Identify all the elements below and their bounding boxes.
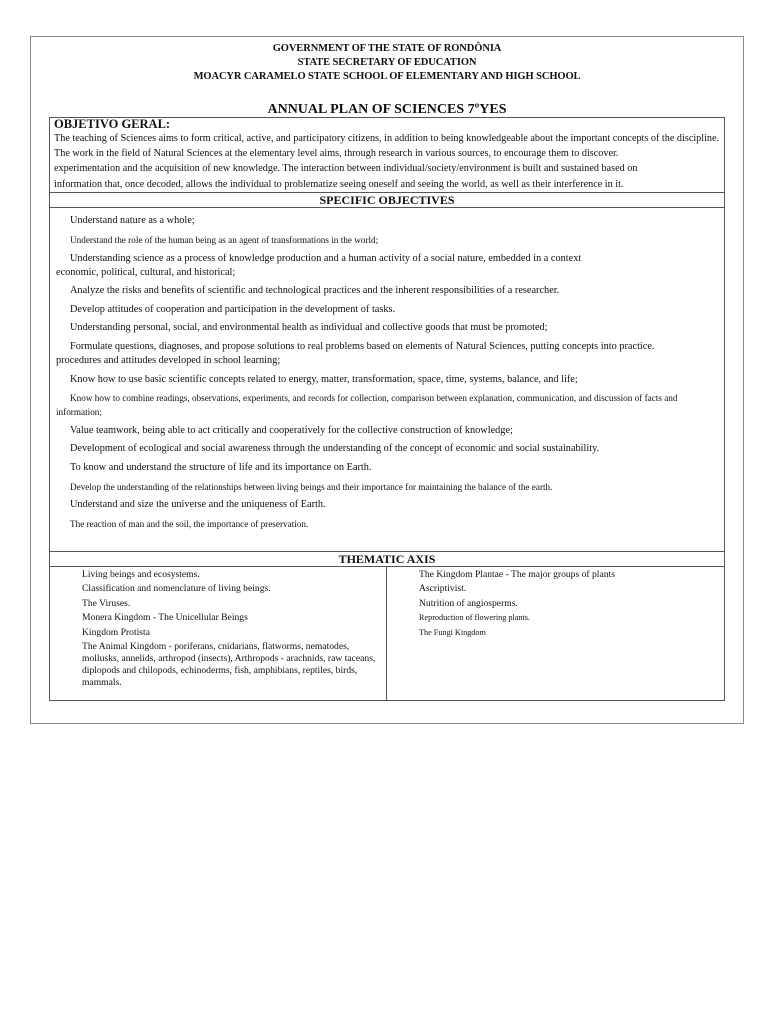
specific-objective-item	[54, 480, 720, 494]
thematic-item	[54, 583, 382, 595]
thematic-item	[391, 598, 720, 610]
specific-objective-text: Understanding science as a process of knowledge production and a human activity of a social nature, embedded in a context	[70, 252, 582, 264]
thematic-item-text: Nutrition of angiosperms.	[419, 597, 518, 609]
thematic-left-list	[54, 569, 382, 690]
document-header	[31, 42, 743, 84]
specific-objective-item	[54, 498, 720, 512]
thematic-item-text: Classification and nomenclature of living beings.	[82, 583, 271, 595]
specific-objective-text: Understanding personal, social, and environmental health as individual and collective goods that must be promoted;	[70, 322, 548, 334]
specific-objective-text: Know how to combine readings, observations, experiments, and records for collection, comparison between explanation, communication, and discussion of facts and	[70, 393, 678, 404]
general-objective-line: The teaching of Sciences aims to form critical, active, and participatory citizens, in addition to being knowledgeable about the important concepts of the discipline.	[54, 133, 720, 144]
thematic-item	[54, 641, 382, 689]
specific-objective-item	[54, 424, 720, 438]
specific-objective-text: Understand the role of the human being as an agent of transformations in the world;	[70, 235, 379, 245]
thematic-item-text: Kingdom Protista	[82, 626, 150, 638]
thematic-item-text: The Animal Kingdom - poriferans, cnidarians, flatworms, nematodes, mollusks, annelids, arthropod (insects), Arthropods - arachnids, raw taceans, diplopods and chilopods, echinoderms, fish, amphibians, reptiles, birds, mammals.	[82, 641, 376, 689]
specific-objective-item	[54, 442, 720, 456]
specific-objective-item	[54, 321, 720, 335]
specific-objective-item	[54, 373, 720, 387]
thematic-item-text: The Kingdom Plantae - The major groups of plants	[419, 568, 615, 580]
specific-objective-item	[54, 233, 720, 247]
specific-objectives-cell	[50, 207, 725, 551]
header-school: MOACYR CARAMELO STATE SCHOOL OF ELEMENTARY AND HIGH SCHOOL	[193, 71, 581, 82]
thematic-item	[391, 612, 720, 624]
thematic-item	[54, 627, 382, 639]
thematic-item	[54, 598, 382, 610]
specific-objectives-heading: SPECIFIC OBJECTIVES	[50, 192, 725, 207]
specific-objective-continuation: information;	[56, 407, 102, 418]
general-objective-line: experimentation and the acquisition of new knowledge. The interaction between individual/society/environment is built and sustained based on	[54, 163, 638, 175]
thematic-item-text: The Fungi Kingdom	[419, 627, 486, 637]
thematic-item-text: Reproduction of flowering plants.	[419, 613, 530, 623]
list-spacer	[54, 531, 720, 543]
specific-objective-continuation: economic, political, cultural, and historical;	[56, 266, 236, 278]
general-objective-cell	[50, 118, 725, 193]
specific-objective-continuation: procedures and attitudes developed in school learning;	[56, 354, 281, 366]
general-objective-text	[54, 131, 720, 192]
specific-objective-item	[54, 303, 720, 317]
general-objective-label: OBJETIVO GERAL:	[54, 117, 171, 131]
thematic-right-list	[391, 569, 720, 639]
plan-title: ANNUAL PLAN OF SCIENCES 7ºYES	[267, 102, 507, 117]
header-secretary: STATE SECRETARY OF EDUCATION	[297, 57, 477, 68]
specific-objective-item	[54, 340, 720, 368]
thematic-left-column	[50, 566, 387, 700]
specific-objective-text: Formulate questions, diagnoses, and propose solutions to real problems based on elements of Natural Sciences, putting concepts into practice.	[70, 340, 655, 352]
general-objective-line: information that, once decoded, allows the individual to problematize seeing oneself and seeing the world, as well as their interference in it.	[54, 178, 624, 190]
specific-objective-text: Analyze the risks and benefits of scientific and technological practices and the inherent responsibilities of a researcher.	[70, 285, 560, 297]
thematic-item	[54, 612, 382, 624]
thematic-item-text: Ascriptivist.	[419, 583, 467, 595]
specific-objective-text: The reaction of man and the soil, the importance of preservation.	[70, 518, 309, 529]
thematic-item	[54, 569, 382, 581]
thematic-item-text: Living beings and ecosystems.	[82, 568, 200, 580]
specific-objective-text: Development of ecological and social awareness through the understanding of the concept of economic and social sustainability.	[70, 443, 600, 455]
specific-objective-text: Develop attitudes of cooperation and participation in the development of tasks.	[70, 303, 396, 315]
thematic-item-text: Monera Kingdom - The Unicellular Beings	[82, 612, 248, 624]
specific-objective-item	[54, 461, 720, 475]
thematic-item	[391, 569, 720, 581]
specific-objective-item	[54, 391, 720, 419]
thematic-item-text: The Viruses.	[82, 597, 131, 609]
specific-objective-text: Understand and size the universe and the uniqueness of Earth.	[70, 499, 326, 511]
specific-objective-text: Develop the understanding of the relationships between living beings and their importance for maintaining the balance of the earth.	[70, 481, 553, 492]
specific-objective-item	[54, 214, 720, 228]
thematic-item	[391, 583, 720, 595]
specific-objective-text: To know and understand the structure of life and its importance on Earth.	[70, 461, 372, 473]
document-page	[30, 36, 744, 724]
thematic-item	[391, 627, 720, 639]
specific-objective-item	[54, 517, 720, 531]
specific-objective-item	[54, 252, 720, 280]
specific-objective-text: Know how to use basic scientific concepts related to energy, matter, transformation, space, time, systems, balance, and life;	[70, 373, 578, 385]
header-government: GOVERNMENT OF THE STATE OF RONDÔNIA	[272, 43, 502, 54]
plan-table	[49, 117, 725, 701]
thematic-axis-heading: THEMATIC AXIS	[50, 551, 725, 566]
specific-objective-text: Understand nature as a whole;	[70, 215, 195, 227]
thematic-right-column	[387, 566, 725, 700]
specific-objectives-list	[54, 214, 720, 542]
general-objective-line: The work in the field of Natural Sciences at the elementary level aims, through research in various sources, to encourage them to discover.	[54, 148, 619, 160]
specific-objective-text: Value teamwork, being able to act critically and cooperatively for the collective construction of knowledge;	[70, 424, 513, 436]
specific-objective-item	[54, 284, 720, 298]
